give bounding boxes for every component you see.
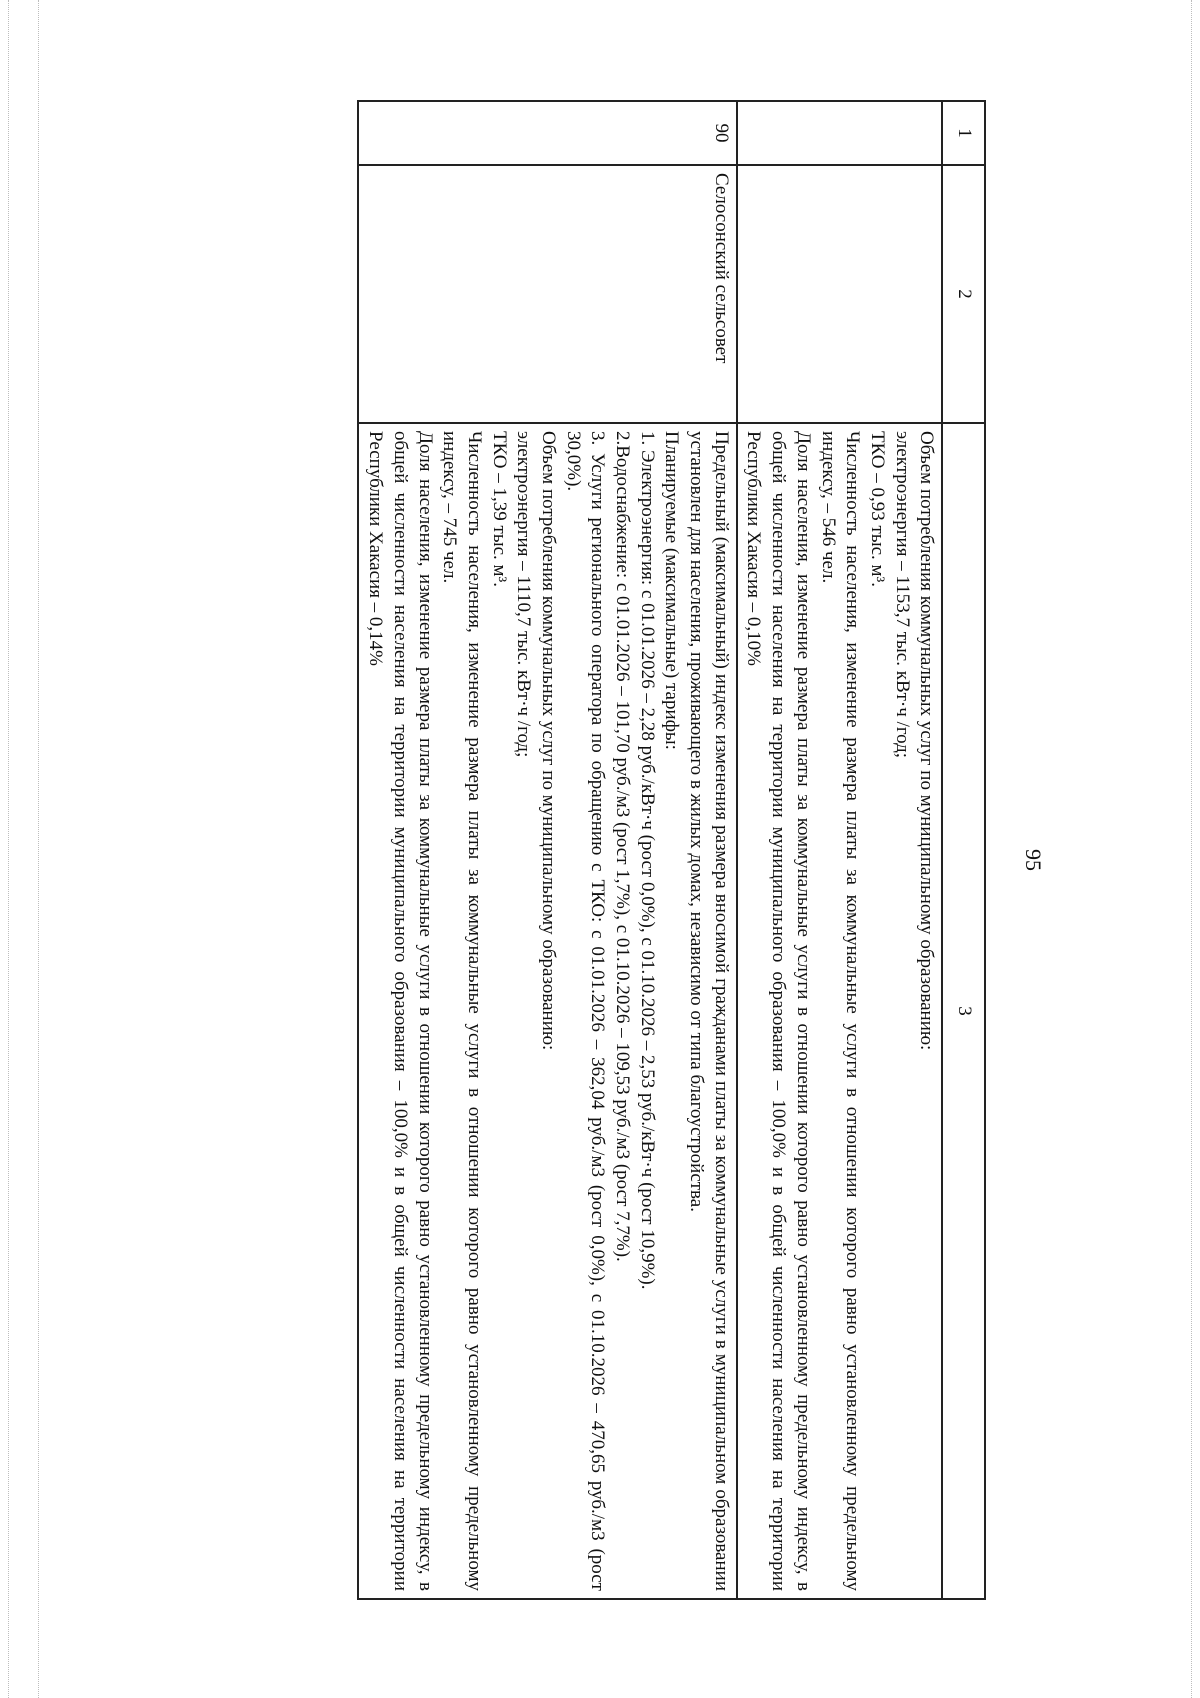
row-description	[737, 423, 943, 1599]
row-number: 90	[359, 101, 737, 165]
header-col-1: 1	[942, 101, 985, 165]
scan-edge-line-right	[1191, 0, 1192, 1698]
scan-edge-line-left	[8, 0, 9, 1698]
description-line: 2.Водоснабжение: с 01.01.2026 – 101,70 руб./м3 (рост 1,7%), с 01.10.2026 – 109,53 руб./м3 (рост 7,7%).	[612, 431, 634, 1262]
description-line: ТКО – 1,39 тыс. м³.	[488, 431, 510, 587]
description-line: Предельный (максимальный) индекс изменения размера вносимой гражданами платы за коммунальные услуги в муниципальном образовании установлен для населения, проживающего в жилых домах, независимо от типа благоустройства.	[686, 431, 732, 1591]
table-row	[737, 101, 943, 1599]
table-header-row	[942, 101, 985, 1599]
description-line: Планируемые (максимальные) тарифы:	[661, 431, 683, 750]
description-line: Численность населения, изменение размера платы за коммунальные услуги в отношении которого равно установленному предельному индексу, – 546 чел.	[817, 431, 864, 1591]
municipality-name: Селосонский сельсовет	[359, 165, 737, 423]
scan-edge-line-left-2	[38, 0, 39, 1698]
header-col-3: 3	[942, 423, 985, 1599]
municipality-name	[737, 165, 943, 423]
table-row	[359, 101, 737, 1599]
description-line: электроэнергия – 1110,7 тыс. кВт·ч /год;	[513, 431, 535, 758]
description-line: 3. Услуги регионального оператора по обращению с ТКО: с 01.01.2026 – 362,04 руб./м3 (рост 0,0%), с 01.10.2026 – 470,65 руб./м3 (рост 30,0%).	[562, 431, 609, 1591]
description-line: Доля населения, изменение размера платы за коммунальные услуги в отношении которого равно установленному предельному индексу, в общей численности населения на территории муниципального образования – 100,0% и в общей численности населения на территории Республики Хакасия – 0,10%	[743, 431, 814, 1591]
header-col-2: 2	[942, 165, 985, 423]
row-number	[737, 101, 943, 165]
row-description	[359, 423, 737, 1599]
description-line: 1. Электроэнергия: с 01.01.2026 – 2,28 руб./кВт·ч (рост 0,0%), с 01.10.2026 – 2,53 руб./кВт·ч (рост 10,9%).	[636, 431, 658, 1290]
description-line: электроэнергия – 1153,7 тыс. кВт·ч /год;	[891, 431, 913, 759]
description-line: Численность населения, изменение размера платы за коммунальные услуги в отношении которого равно установленному предельному индексу, – 745 чел.	[439, 431, 485, 1591]
page-number: 95	[1021, 849, 1046, 871]
rotated-page	[186, 100, 1086, 1600]
description-line: ТКО – 0,93 тыс. м³.	[866, 431, 888, 587]
description-line: Объем потребления коммунальных услуг по муниципальному образованию:	[916, 431, 938, 1051]
description-line: Доля населения, изменение размера платы за коммунальные услуги в отношении которого равно установленному предельному индексу, в общей численности населения на территории муниципального образования – 100,0% и в общей численности населения на территории Республики Хакасия – 0,14%	[365, 431, 436, 1591]
description-line: Объем потребления коммунальных услуг по муниципальному образованию:	[538, 431, 559, 1051]
tariff-table	[358, 100, 987, 1600]
